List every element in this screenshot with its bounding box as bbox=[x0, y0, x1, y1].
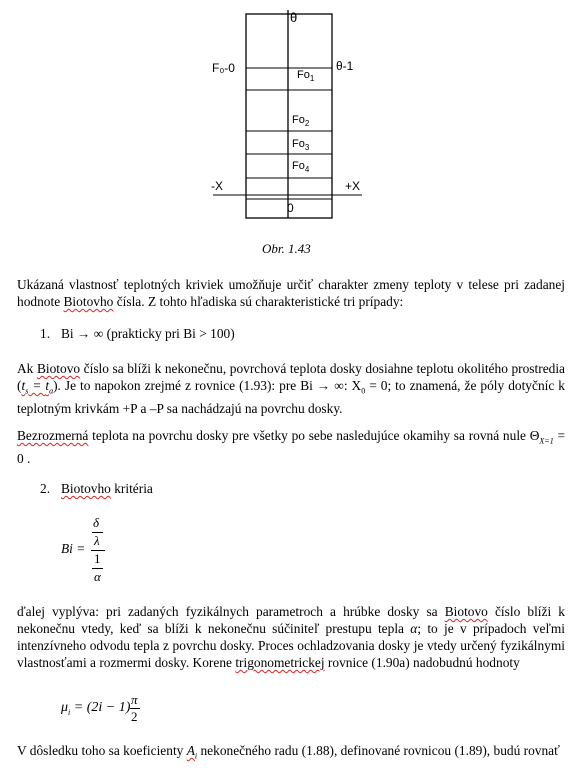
list-number-1: 1. bbox=[40, 326, 51, 341]
formula-bi-lhs: Bi = bbox=[61, 541, 86, 556]
formula-bi-delta: δ bbox=[93, 515, 100, 530]
paragraph-surface-temperature: Bezrozmerná teplota na povrchu dosky pre všetky po sebe nasledujúce okamihy sa rovná nule $\Theta_{X=1} = 0$ . bbox=[17, 428, 565, 466]
figure-caption: Obr. 1.43 bbox=[262, 241, 311, 256]
label-fo3: $Fo_3$ bbox=[292, 138, 310, 153]
label-fo-zero: F₀-0 bbox=[212, 61, 235, 75]
theta-axis-label: θ bbox=[290, 10, 298, 25]
label-zero: 0 bbox=[287, 201, 294, 215]
paragraph-consequence: ďalej vyplýva: pri zadaných fyzikálnych parametroch a hrúbke dosky sa Biotovo číslo blíži k nekonečnu vtedy, keď sa blíži k nekonečnu súčiniteľ prestupu tepla α; to je v prípadoch veľmi intenzívneho odvodu tepla z povrchu dosky. Proces ochladzovania dosky je vtedy určený fyzikálnymi vlastnosťami a rozmermi dosky. Korene trigonometrickej rovnice (1.90a) nadobudnú hodnoty bbox=[17, 604, 565, 670]
formula-bi-one: 1 bbox=[94, 551, 101, 566]
paragraph-coefficients: V dôsledku toho sa koeficienty $A_i$ nekonečného radu (1.88), definované rovnicou (1.89), budú rovnať bbox=[17, 743, 560, 761]
list-item-1-text: Bi → ∞ (prakticky pri Bi > 100) bbox=[61, 326, 235, 341]
paragraph-biot-infinity: Ak Biotovo číslo sa blíži k nekonečnu, povrchová teplota dosky dosiahne teplotu okolitého prostredia $(t_s = t_a)$. Je to napokon zrejmé z rovnice (1.93): pre Bi → ∞: $X_0 = 0$; to znamená, že póly dotyčníc k teplotným krivkám +P a –P sa nachádzajú na povrchu dosky. bbox=[17, 361, 565, 416]
label-fo2: $Fo_2$ bbox=[292, 114, 310, 129]
label-fo1: $Fo_1$ bbox=[297, 69, 315, 84]
label-fo4: $Fo_4$ bbox=[292, 160, 310, 175]
label-minus-x: -X bbox=[211, 179, 223, 193]
formula-mu-pi: π bbox=[131, 692, 138, 707]
label-plus-x: +X bbox=[345, 179, 361, 193]
list-number-2: 2. bbox=[40, 481, 51, 496]
formula-mu: $\mu_i = (2i - 1)$ bbox=[61, 700, 131, 717]
formula-bi-lambda: λ bbox=[94, 533, 100, 548]
formula-mu-two: 2 bbox=[131, 709, 138, 724]
list-item-2-text: Biotovho kritéria bbox=[61, 481, 153, 496]
formula-bi-alpha: α bbox=[94, 569, 101, 584]
label-theta-one: θ-1 bbox=[336, 59, 354, 73]
plate-outline bbox=[246, 14, 332, 218]
paragraph-intro: Ukázaná vlastnosť teplotných kriviek umožňuje určiť charakter zmeny teploty v telese pri zadanej hodnote Biotovho čísla. Z tohto hľadiska sú charakteristické tri prípady: bbox=[17, 277, 565, 309]
